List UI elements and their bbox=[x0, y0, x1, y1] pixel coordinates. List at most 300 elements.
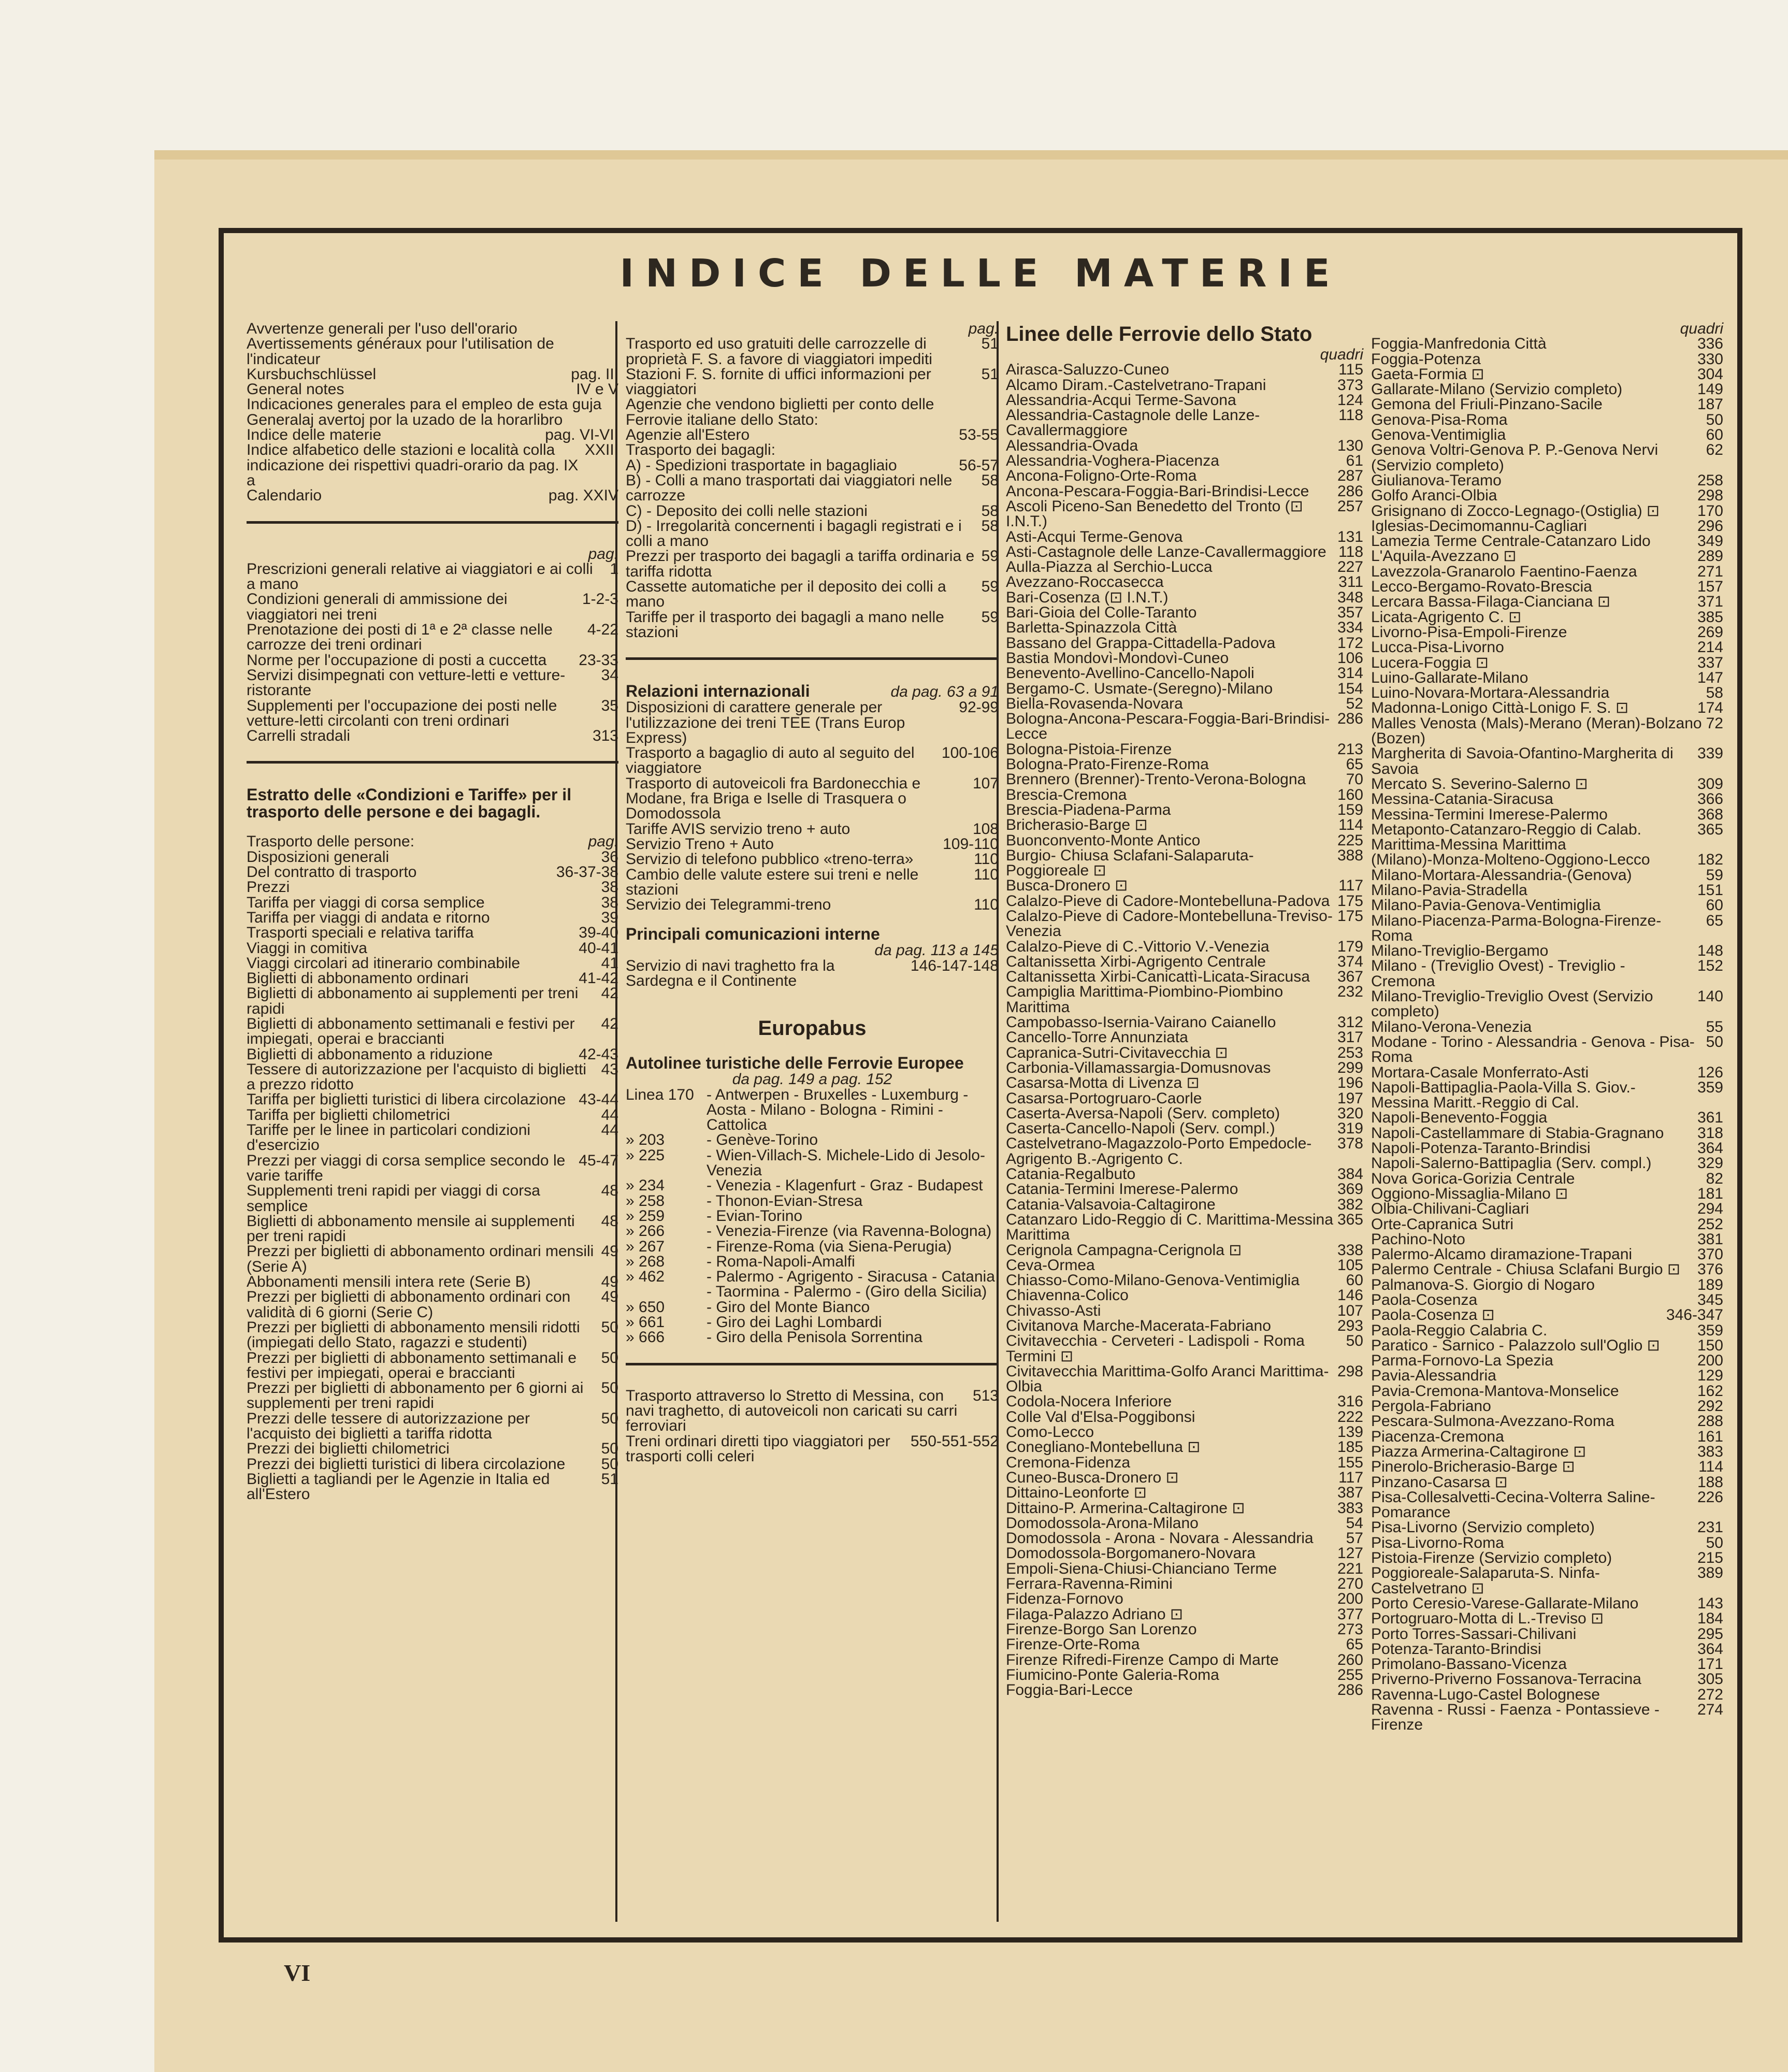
entry-page: 227 bbox=[1337, 558, 1363, 576]
entry-text: Ancona-Pescara-Foggia-Bari-Brindisi-Lecce bbox=[1006, 482, 1309, 500]
entry-text: Ravenna-Lugo-Castel Bolognese bbox=[1371, 1686, 1600, 1703]
index-entry bbox=[247, 1380, 618, 1411]
index-entry bbox=[1006, 1045, 1363, 1060]
entry-text: Abbonamenti mensili intera rete (Serie B) bbox=[247, 1273, 531, 1291]
traghetto-list bbox=[626, 1388, 999, 1464]
entry-page: 127 bbox=[1337, 1545, 1363, 1562]
index-entry bbox=[626, 897, 999, 912]
entry-page: 175 bbox=[1337, 907, 1363, 925]
entry-page: 50 bbox=[601, 1318, 618, 1336]
index-entry bbox=[1371, 442, 1723, 473]
entry-text: Campobasso-Isernia-Vairano Caianello bbox=[1006, 1014, 1276, 1031]
index-entry bbox=[247, 956, 618, 971]
index-entry bbox=[1006, 969, 1363, 984]
line-route: - Wien-Villach-S. Michele-Lido di Jesolo-Venezia bbox=[706, 1146, 985, 1179]
entry-text: Disposizioni di carattere generale per l'utilizzazione dei treni TEE (Trans Europ Express) bbox=[626, 699, 905, 746]
entry-text: Prezzi delle tessere di autorizzazione per l'acquisto dei biglietti a tariffa ridotta bbox=[247, 1409, 530, 1442]
entry-text: Barletta-Spinazzola Città bbox=[1006, 619, 1177, 637]
entry-text: Bricherasio-Barge ⊡ bbox=[1006, 816, 1148, 834]
pag-header: pag. bbox=[588, 545, 618, 563]
entry-page: 269 bbox=[1697, 623, 1723, 641]
entry-text: Kursbuchschlüssel bbox=[247, 365, 377, 383]
entry-page: 365 bbox=[1337, 1211, 1363, 1228]
entry-page: IV e V bbox=[576, 381, 618, 398]
section-rule bbox=[247, 521, 618, 524]
line-number: Linea 170 bbox=[626, 1086, 694, 1103]
index-entry bbox=[1371, 883, 1723, 898]
entry-text: Caltanissetta Xirbi-Agrigento Centrale bbox=[1006, 953, 1266, 970]
index-entry bbox=[247, 986, 618, 1016]
entry-page: 293 bbox=[1337, 1317, 1363, 1334]
entry-text: Burgio- Chiusa Sclafani-Salaparuta-Poggioreale ⊡ bbox=[1006, 846, 1254, 880]
autolinee-range: da pag. 149 a pag. 152 bbox=[732, 1071, 892, 1088]
entry-page: 513 bbox=[972, 1387, 999, 1404]
entry-page: 152 bbox=[1697, 957, 1723, 975]
index-entry bbox=[626, 745, 999, 776]
entry-text: Asti-Acqui Terme-Genova bbox=[1006, 528, 1183, 545]
index-entry bbox=[1006, 848, 1363, 879]
index-entry bbox=[1006, 1182, 1363, 1197]
entry-page: 336 bbox=[1697, 335, 1723, 353]
entry-page: 130 bbox=[1337, 437, 1363, 454]
entry-page: 107 bbox=[1337, 1302, 1363, 1319]
entry-text: Campiglia Marittima-Piombino-Piombino Marittima bbox=[1006, 983, 1284, 1016]
entry-text: D) - Irregolarità concernenti i bagagli registrati e i colli a mano bbox=[626, 517, 962, 550]
entry-text: Prezzi per viaggi di corsa semplice secondo le varie tariffe bbox=[247, 1152, 566, 1184]
entry-page: 34 bbox=[601, 666, 618, 684]
entry-text: C) - Deposito dei colli nelle stazioni bbox=[626, 502, 868, 520]
entry-text: Lucca-Pisa-Livorno bbox=[1371, 639, 1504, 656]
entry-text: Paola-Cosenza bbox=[1371, 1291, 1478, 1308]
entry-text: Viaggi circolari ad itinerario combinabile bbox=[247, 954, 521, 972]
entry-page: 200 bbox=[1697, 1352, 1723, 1370]
entry-page: 36 bbox=[601, 848, 618, 866]
entry-page: 107 bbox=[972, 774, 999, 792]
index-entry bbox=[1006, 787, 1363, 802]
index-entry bbox=[1006, 574, 1363, 589]
entry-page: 50 bbox=[601, 1379, 618, 1397]
entry-page: 62 bbox=[1706, 441, 1723, 459]
entry-text: Civitavecchia Marittima-Golfo Aranci Marittima-Olbia bbox=[1006, 1362, 1329, 1395]
bus-line-item bbox=[626, 1269, 999, 1300]
index-entry bbox=[1371, 1565, 1723, 1596]
entry-text: Messina-Catania-Siracusa bbox=[1371, 790, 1553, 808]
column-fs-lines-a bbox=[1006, 321, 1363, 1697]
index-entry bbox=[247, 622, 618, 653]
entry-page: 314 bbox=[1337, 665, 1363, 682]
entry-text: Ceva-Ormea bbox=[1006, 1256, 1095, 1274]
entry-text: Viaggi in comitiva bbox=[247, 939, 367, 957]
entry-text: Mercato S. Severino-Salerno ⊡ bbox=[1371, 775, 1588, 793]
index-entry bbox=[626, 458, 999, 473]
index-entry bbox=[1006, 484, 1363, 499]
index-entry bbox=[626, 473, 999, 503]
entry-page: 50 bbox=[601, 1349, 618, 1366]
entry-text: Genova-Ventimiglia bbox=[1371, 426, 1506, 444]
index-entry bbox=[1006, 833, 1363, 848]
entry-page: 387 bbox=[1337, 1484, 1363, 1502]
index-entry bbox=[1006, 1652, 1363, 1667]
entry-text: Fidenza-Fornovo bbox=[1006, 1590, 1123, 1608]
line-route: - Venezia-Firenze (via Ravenna-Bologna) bbox=[706, 1222, 992, 1240]
entry-text: Napoli-Salerno-Battipaglia (Serv. compl.) bbox=[1371, 1155, 1652, 1172]
entry-page: 182 bbox=[1697, 851, 1723, 869]
entry-page: 54 bbox=[1346, 1514, 1363, 1532]
entry-page: 105 bbox=[1337, 1256, 1363, 1274]
entry-text: Aulla-Piazza al Serchio-Lucca bbox=[1006, 558, 1213, 576]
entry-page: 383 bbox=[1337, 1499, 1363, 1517]
entry-page: 348 bbox=[1337, 588, 1363, 606]
entry-text: Catania-Regalbuto bbox=[1006, 1166, 1136, 1183]
entry-text: Porto Ceresio-Varese-Gallarate-Milano bbox=[1371, 1594, 1639, 1612]
index-entry bbox=[247, 1244, 618, 1274]
entry-text: Caltanissetta Xirbi-Canicattì-Licata-Siracusa bbox=[1006, 968, 1310, 986]
entry-page: 329 bbox=[1697, 1155, 1723, 1172]
entry-text: Porto Torres-Sassari-Chilivani bbox=[1371, 1625, 1577, 1643]
entry-text: Domodossola-Arona-Milano bbox=[1006, 1514, 1199, 1532]
entry-page: 319 bbox=[1337, 1120, 1363, 1138]
line-route: - Evian-Torino bbox=[706, 1207, 803, 1225]
entry-text: Caserta-Aversa-Napoli (Serv. completo) bbox=[1006, 1104, 1280, 1122]
autolinee-heading: Autolinee turistiche delle Ferrovie Europee bbox=[626, 1054, 964, 1073]
index-entry bbox=[247, 895, 618, 910]
index-entry bbox=[1006, 878, 1363, 893]
entry-page: 377 bbox=[1337, 1605, 1363, 1623]
entry-page: 200 bbox=[1337, 1590, 1363, 1608]
index-entry bbox=[1371, 685, 1723, 700]
entry-text: Bergamo-C. Usmate-(Seregno)-Milano bbox=[1006, 680, 1273, 697]
index-entry bbox=[626, 700, 999, 745]
entry-page: 151 bbox=[1697, 881, 1723, 899]
entry-page: 232 bbox=[1337, 983, 1363, 1001]
index-entry bbox=[247, 728, 618, 743]
section-rule bbox=[247, 761, 618, 764]
index-entry bbox=[1006, 802, 1363, 817]
quadri-header: quadri bbox=[1320, 346, 1363, 363]
entry-text: Pavia-Alessandria bbox=[1371, 1367, 1496, 1385]
entry-text: Treni ordinari diretti tipo viaggiatori per trasporti colli celeri bbox=[626, 1432, 890, 1465]
entry-page: 345 bbox=[1697, 1291, 1723, 1308]
bus-line-item bbox=[626, 1330, 999, 1345]
entry-text: Dittaino-Leonforte ⊡ bbox=[1006, 1484, 1147, 1502]
index-entry bbox=[1006, 1243, 1363, 1258]
entry-page: 117 bbox=[1338, 877, 1363, 895]
entry-page: 181 bbox=[1697, 1185, 1723, 1202]
index-entry bbox=[1371, 336, 1723, 351]
entry-text: Pescara-Sulmona-Avezzano-Roma bbox=[1371, 1413, 1614, 1430]
entry-text: Castelvetrano-Magazzolo-Porto Empedocle-Agrigento B.-Agrigento C. bbox=[1006, 1135, 1312, 1168]
entry-page: 378 bbox=[1337, 1135, 1363, 1153]
index-entry bbox=[1371, 1292, 1723, 1307]
index-entry bbox=[1371, 473, 1723, 488]
entry-text: Indicaciones generales para el empleo de esta guja bbox=[247, 396, 602, 413]
entry-page: 295 bbox=[1697, 1625, 1723, 1643]
index-entry bbox=[1006, 696, 1363, 711]
index-entry bbox=[1006, 468, 1363, 483]
entry-text: Trasporto dei bagagli: bbox=[626, 441, 776, 459]
line-number: » 462 bbox=[626, 1268, 665, 1286]
index-entry bbox=[247, 367, 618, 382]
entry-page: 44 bbox=[601, 1121, 618, 1139]
entry-page: 100-106 bbox=[941, 744, 999, 762]
index-entry bbox=[247, 427, 618, 442]
entry-page: 226 bbox=[1697, 1488, 1723, 1506]
entry-page: 148 bbox=[1697, 942, 1723, 960]
entry-text: Giulianova-Teramo bbox=[1371, 471, 1502, 489]
entry-text: Napoli-Benevento-Foggia bbox=[1371, 1109, 1548, 1127]
index-entry bbox=[1371, 1490, 1723, 1520]
index-entry bbox=[247, 971, 618, 986]
entry-page: 150 bbox=[1697, 1336, 1723, 1354]
index-entry bbox=[1006, 1394, 1363, 1409]
line-route: - Antwerpen - Bruxelles - Luxemburg - Aosta - Milano - Bologna - Rimini - Cattolica bbox=[706, 1086, 969, 1134]
index-entry bbox=[1371, 397, 1723, 412]
entry-text: B) - Colli a mano trasportati dai viaggiatori nelle carrozze bbox=[626, 471, 953, 505]
index-entry bbox=[1006, 1531, 1363, 1546]
entry-text: Filaga-Palazzo Adriano ⊡ bbox=[1006, 1605, 1183, 1623]
entry-text: Calendario bbox=[247, 487, 322, 505]
index-entry bbox=[247, 1320, 618, 1350]
entry-page: 298 bbox=[1697, 487, 1723, 505]
entry-page: 304 bbox=[1697, 365, 1723, 383]
entry-page: 369 bbox=[1337, 1181, 1363, 1198]
entry-text: Biglietti a tagliandi per le Agenzie in Italia ed all'Estero bbox=[247, 1470, 550, 1503]
entry-text: Messina-Termini Imerese-Palermo bbox=[1371, 805, 1608, 823]
entry-text: Biella-Rovasenda-Novara bbox=[1006, 695, 1183, 712]
index-entry bbox=[1371, 1550, 1723, 1565]
entry-page: 270 bbox=[1337, 1575, 1363, 1593]
index-entry bbox=[247, 336, 618, 367]
index-entry bbox=[1371, 503, 1723, 519]
entry-page: 320 bbox=[1337, 1104, 1363, 1122]
index-entry bbox=[1371, 1657, 1723, 1672]
entry-page: 1 bbox=[610, 560, 618, 578]
index-entry bbox=[1371, 1353, 1723, 1368]
entry-text: Chiasso-Como-Milano-Genova-Ventimiglia bbox=[1006, 1272, 1300, 1289]
index-entry bbox=[1006, 1121, 1363, 1136]
entry-text: Prezzi bbox=[247, 879, 290, 896]
entry-page: 38 bbox=[601, 879, 618, 896]
entry-text: Servizio di telefono pubblico «treno-terra» bbox=[626, 851, 914, 868]
entry-page: 50 bbox=[601, 1409, 618, 1427]
entry-page: 56-57 bbox=[959, 456, 999, 474]
entry-text: Civitanova Marche-Macerata-Fabriano bbox=[1006, 1317, 1271, 1334]
entry-page: 41 bbox=[601, 954, 618, 972]
entry-page: pag. XXIV bbox=[548, 487, 618, 505]
entry-page: 311 bbox=[1338, 573, 1363, 591]
entry-page: 147 bbox=[1697, 669, 1723, 686]
entry-page: 196 bbox=[1337, 1074, 1363, 1092]
entry-page: 339 bbox=[1697, 745, 1723, 762]
entry-page: 58 bbox=[981, 517, 999, 535]
entry-page: 157 bbox=[1697, 578, 1723, 596]
entry-page: 51 bbox=[601, 1470, 618, 1488]
index-entry bbox=[247, 592, 618, 622]
index-entry bbox=[626, 852, 999, 867]
entry-page: 316 bbox=[1337, 1393, 1363, 1411]
index-entry bbox=[247, 1411, 618, 1442]
entry-page: 50 bbox=[601, 1440, 618, 1458]
index-entry bbox=[1006, 1682, 1363, 1697]
entry-text: Palermo Centrale - Chiusa Sclafani Burgio ⊡ bbox=[1371, 1261, 1681, 1278]
entry-text: Codola-Nocera Inferiore bbox=[1006, 1393, 1172, 1411]
entry-page: 110 bbox=[974, 851, 999, 868]
entry-page: 550-551-552 bbox=[910, 1432, 999, 1450]
entry-page: 172 bbox=[1337, 634, 1363, 652]
entry-page: 385 bbox=[1697, 608, 1723, 626]
index-entry bbox=[1371, 1520, 1723, 1535]
entry-text: Cuneo-Busca-Dronero ⊡ bbox=[1006, 1469, 1179, 1486]
entry-text: Madonna-Lonigo Città-Lonigo F. S. ⊡ bbox=[1371, 699, 1629, 717]
entry-page: 170 bbox=[1697, 502, 1723, 520]
entry-page: 117 bbox=[1338, 1469, 1363, 1486]
entry-text: Biglietti di abbonamento a riduzione bbox=[247, 1045, 493, 1063]
index-entry bbox=[1006, 1637, 1363, 1652]
index-entry bbox=[1006, 393, 1363, 408]
entry-text: Agenzie all'Estero bbox=[626, 426, 750, 444]
index-entry bbox=[1006, 1060, 1363, 1075]
entry-text: Milano-Treviglio-Treviglio Ovest (Servizio completo) bbox=[1371, 988, 1653, 1020]
index-entry bbox=[1371, 1217, 1723, 1232]
entry-text: Indice delle materie bbox=[247, 426, 382, 444]
entry-page: 38 bbox=[601, 894, 618, 911]
entry-text: Como-Lecco bbox=[1006, 1423, 1094, 1441]
entry-text: Tariffe AVIS servizio treno + auto bbox=[626, 820, 850, 838]
entry-page: 388 bbox=[1337, 846, 1363, 864]
entry-text: Parma-Fornovo-La Spezia bbox=[1371, 1352, 1553, 1370]
entry-page: 288 bbox=[1697, 1413, 1723, 1430]
entry-text: Casarsa-Motta di Livenza ⊡ bbox=[1006, 1074, 1200, 1092]
entry-page: 384 bbox=[1337, 1166, 1363, 1183]
index-entry bbox=[1371, 822, 1723, 853]
entry-page: 368 bbox=[1697, 805, 1723, 823]
index-entry bbox=[626, 336, 999, 367]
bus-line-item bbox=[626, 1178, 999, 1193]
index-entry bbox=[1371, 1126, 1723, 1141]
line-route: - Giro dei Laghi Lombardi bbox=[706, 1314, 882, 1331]
index-entry bbox=[1006, 1546, 1363, 1561]
line-number: » 259 bbox=[626, 1207, 665, 1225]
entry-text: Tariffe per il trasporto dei bagagli a mano nelle stazioni bbox=[626, 608, 944, 641]
entry-page: 146-147-148 bbox=[910, 957, 999, 974]
entry-page: 58 bbox=[1706, 684, 1723, 702]
bus-line-item bbox=[626, 1208, 999, 1224]
index-entry bbox=[1371, 716, 1723, 746]
tariffe-list bbox=[247, 850, 618, 1502]
entry-page: 126 bbox=[1697, 1063, 1723, 1081]
index-entry bbox=[1371, 852, 1723, 867]
entry-page: 48 bbox=[601, 1182, 618, 1200]
index-entry bbox=[1371, 776, 1723, 792]
entry-page: XXIII bbox=[584, 441, 618, 459]
index-entry bbox=[1006, 1303, 1363, 1318]
entry-page: 131 bbox=[1337, 528, 1363, 545]
entry-page: 50 bbox=[1706, 1534, 1723, 1551]
entry-page: 53-55 bbox=[959, 426, 999, 444]
index-entry bbox=[1371, 943, 1723, 958]
index-entry bbox=[1006, 984, 1363, 1015]
entry-page: 286 bbox=[1337, 710, 1363, 728]
entry-text: Foggia-Potenza bbox=[1371, 350, 1481, 368]
entry-page: 51 bbox=[981, 365, 999, 383]
entry-text: Milano-Pavia-Stradella bbox=[1371, 881, 1527, 899]
entry-text: Paratico - Sarnico - Palazzolo sull'Oglio ⊡ bbox=[1371, 1336, 1660, 1354]
entry-text: Pisa-Livorno (Servizio completo) bbox=[1371, 1519, 1595, 1536]
index-entry bbox=[626, 867, 999, 898]
entry-page: 330 bbox=[1697, 350, 1723, 368]
index-entry bbox=[1371, 1277, 1723, 1292]
entry-text: Iglesias-Decimomannu-Cagliari bbox=[1371, 517, 1587, 535]
entry-text: Airasca-Saluzzo-Cuneo bbox=[1006, 361, 1170, 379]
entry-text: Chivasso-Asti bbox=[1006, 1302, 1101, 1319]
index-entry bbox=[1371, 1323, 1723, 1338]
index-entry bbox=[247, 1457, 618, 1472]
entry-page: pag. III bbox=[571, 365, 618, 383]
entry-page: 50 bbox=[1346, 1332, 1363, 1350]
index-entry bbox=[1371, 1034, 1723, 1065]
entry-text: Pinerolo-Bricherasio-Barge ⊡ bbox=[1371, 1458, 1575, 1476]
index-entry bbox=[626, 503, 999, 519]
bus-line-item bbox=[626, 1148, 999, 1178]
entry-page: 389 bbox=[1697, 1564, 1723, 1582]
entry-text: Tariffa per biglietti chilometrici bbox=[247, 1106, 450, 1124]
entry-text: Ascoli Piceno-San Benedetto del Tronto (⊡ I.N.T.) bbox=[1006, 497, 1303, 530]
line-number: » 650 bbox=[626, 1298, 665, 1316]
entry-text: Brescia-Piadena-Parma bbox=[1006, 801, 1171, 818]
index-entry bbox=[1006, 1106, 1363, 1121]
entry-page: 253 bbox=[1337, 1044, 1363, 1061]
bus-line-item bbox=[626, 1315, 999, 1330]
entry-text: Casarsa-Portogruaro-Caorle bbox=[1006, 1089, 1202, 1107]
entry-text: Bologna-Ancona-Pescara-Foggia-Bari-Brindisi-Lecce bbox=[1006, 710, 1330, 743]
index-entry bbox=[626, 579, 999, 610]
entry-page: 187 bbox=[1697, 396, 1723, 413]
entry-text: (Milano)-Monza-Molteno-Oggiono-Lecco bbox=[1371, 851, 1650, 869]
entry-text: Biglietti di abbonamento mensile ai supplementi per treni rapidi bbox=[247, 1212, 575, 1245]
entry-text: Napoli-Castellammare di Stabia-Gragnano bbox=[1371, 1124, 1664, 1142]
entry-text: Biglietti di abbonamento settimanali e festivi per impiegati, operai e braccianti bbox=[247, 1015, 575, 1048]
entry-text: Cambio delle valute estere sui treni e nelle stazioni bbox=[626, 866, 919, 898]
entry-page: 361 bbox=[1697, 1109, 1723, 1127]
entry-page: 231 bbox=[1697, 1519, 1723, 1536]
line-number: » 203 bbox=[626, 1131, 665, 1149]
entry-page: 346-347 bbox=[1666, 1306, 1723, 1324]
index-entry bbox=[247, 1062, 618, 1092]
index-entry bbox=[1006, 954, 1363, 969]
entry-text: Calalzo-Pieve di Cadore-Montebelluna-Padova bbox=[1006, 892, 1330, 910]
entry-page: 49 bbox=[601, 1273, 618, 1291]
index-entry bbox=[1371, 1156, 1723, 1171]
entry-page: 161 bbox=[1697, 1428, 1723, 1445]
index-entry bbox=[1371, 1611, 1723, 1626]
entry-text: Prezzi dei biglietti chilometrici bbox=[247, 1440, 450, 1458]
index-entry bbox=[626, 822, 999, 837]
entry-page: 59 bbox=[981, 608, 999, 626]
index-entry bbox=[626, 519, 999, 549]
entry-page: 50 bbox=[1706, 1033, 1723, 1051]
entry-text: Luino-Novara-Mortara-Alessandria bbox=[1371, 684, 1610, 702]
index-entry bbox=[1371, 412, 1723, 427]
entry-page: 114 bbox=[1698, 1458, 1723, 1476]
linee-list bbox=[626, 1087, 999, 1345]
entry-text: Lamezia Terme Centrale-Catanzaro Lido bbox=[1371, 533, 1651, 550]
entry-page: 60 bbox=[1706, 426, 1723, 444]
index-entry bbox=[1006, 651, 1363, 666]
index-entry bbox=[1006, 1015, 1363, 1030]
entry-page: 305 bbox=[1697, 1671, 1723, 1688]
entry-text: Milano - (Treviglio Ovest) - Treviglio - Cremona bbox=[1371, 957, 1625, 990]
entry-page: 55 bbox=[1706, 1018, 1723, 1035]
